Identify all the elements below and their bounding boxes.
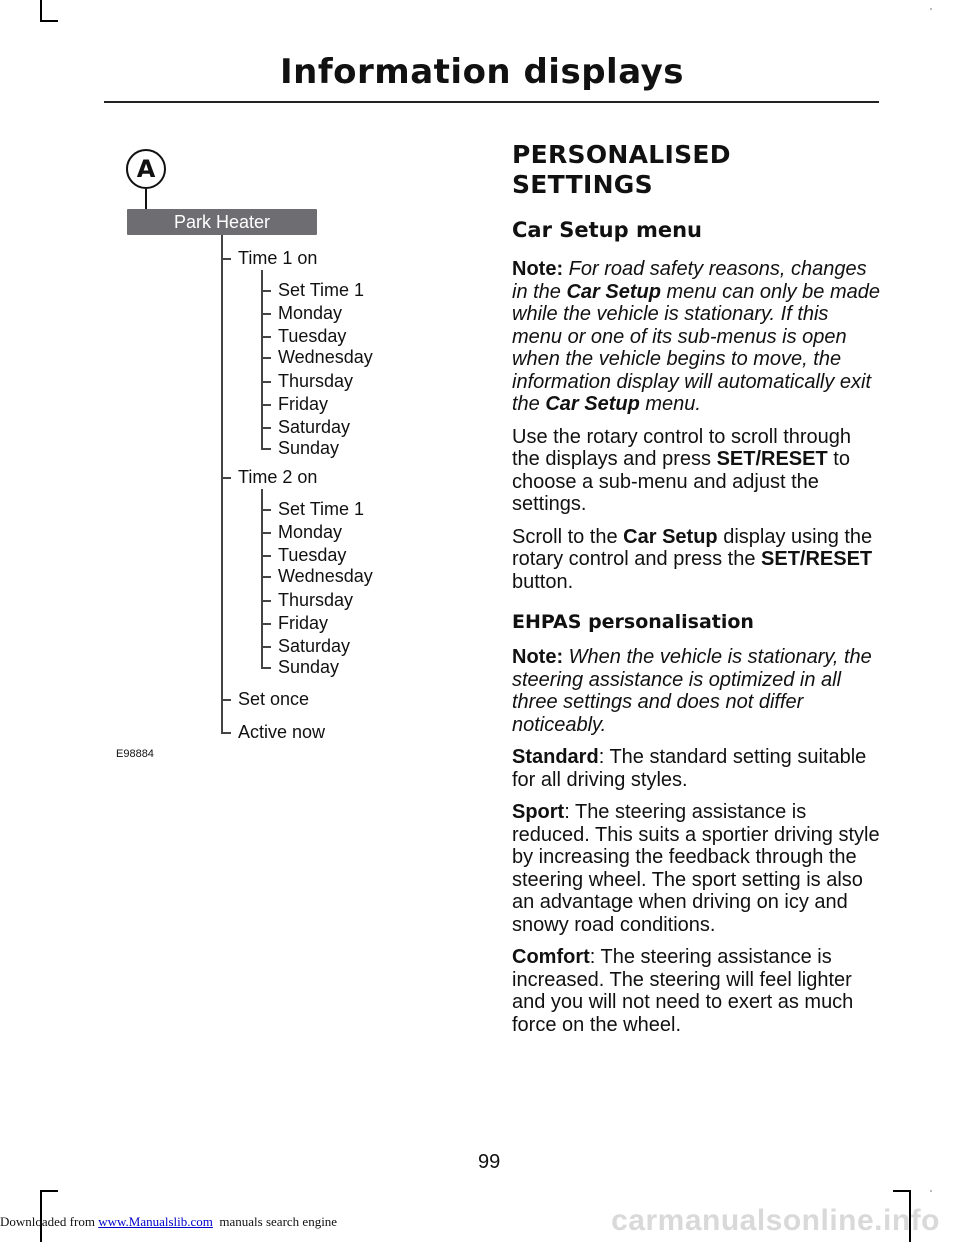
tree-branch: [261, 623, 271, 625]
tree-branch: [261, 336, 271, 338]
tree-branch: [261, 404, 271, 406]
subheading: Car Setup menu: [512, 218, 702, 242]
tree-branch: [221, 732, 231, 734]
ehpas-heading: EHPAS personalisation: [512, 611, 754, 633]
menu-item-active-now: Active now: [238, 722, 326, 742]
tree-branch: [221, 258, 231, 260]
page-title: Information displays: [280, 52, 684, 92]
tree-branch: [261, 532, 271, 534]
submenu-item: Sunday: [278, 657, 340, 677]
note-label: Note:: [512, 646, 564, 668]
tree-branch: [261, 427, 271, 429]
footer-download-note: Downloaded from www.Manualslib.com manuals search engine: [0, 1214, 338, 1229]
crop-mark: [40, 1190, 58, 1192]
setting-standard: Standard: The standard setting suitable for all driving styles.: [512, 746, 867, 791]
callout-line: [145, 189, 147, 209]
tree-branch: [261, 290, 271, 292]
watermark-site: carmanualsonline.info: [611, 1204, 940, 1237]
menu-item-set-once: Set once: [238, 689, 310, 709]
tree-branch: [261, 555, 271, 557]
tree-branch: [261, 646, 271, 648]
note-road-safety: Note: For road safety reasons, changes in the Car Setup menu can only be made while the vehicle is stationary. If this menu or one of its sub-menus is open when the vehicle begins to move, the information display will automatically exit the Car Setup menu.: [512, 258, 880, 415]
submenu-item: Sunday: [278, 438, 340, 458]
setting-comfort: Comfort: The steering assistance is increased. The steering will feel lighter and you will not need to exert as much force on the wheel.: [512, 946, 854, 1036]
tree-branch: [261, 576, 271, 578]
tree-branch: [261, 509, 271, 511]
submenu-item: Wednesday: [278, 347, 373, 367]
submenu-item: Monday: [278, 303, 343, 323]
note-stationary: Note: When the vehicle is stationary, the steering assistance is optimized in all three settings and does not differ noticeably.: [512, 646, 872, 736]
submenu-item: Saturday: [278, 417, 351, 437]
tree-branch: [221, 477, 231, 479]
manualslib-link[interactable]: www.Manualslib.com: [98, 1214, 213, 1229]
tree-branch: [261, 667, 271, 669]
submenu-item: Thursday: [278, 590, 354, 610]
figure-code: E98884: [116, 748, 154, 760]
subtree-trunk-time2: [261, 489, 263, 669]
tree-branch: [261, 448, 271, 450]
note-label: Note:: [512, 258, 564, 280]
submenu-item: Friday: [278, 394, 329, 414]
submenu-item: Tuesday: [278, 326, 347, 346]
tree-branch: [261, 600, 271, 602]
menu-title-park-heater: Park Heater: [127, 209, 317, 235]
tree-branch: [261, 313, 271, 315]
setting-sport: Sport: The steering assistance is reduced. This suits a sportier driving style by increasing the feedback through the steering wheel. The sport setting is also an advantage when driving on icy and snowy road conditions.: [512, 801, 880, 936]
tree-branch: [261, 381, 271, 383]
menu-item-time1: Time 1 on: [238, 248, 318, 268]
submenu-item: Tuesday: [278, 545, 347, 565]
submenu-item: Saturday: [278, 636, 351, 656]
registration-dot: [930, 8, 932, 10]
heading-line: SETTINGS: [512, 170, 653, 199]
submenu-item: Wednesday: [278, 566, 373, 586]
submenu-item: Monday: [278, 522, 343, 542]
registration-dot: [930, 1190, 932, 1192]
page-number: 99: [478, 1151, 501, 1173]
section-heading: [512, 140, 880, 200]
tree-trunk: [221, 235, 223, 734]
crop-mark: [40, 20, 58, 22]
crop-mark: [40, 0, 42, 22]
title-rule: [104, 101, 879, 103]
submenu-item: Set Time 1: [278, 280, 365, 300]
menu-item-time2: Time 2 on: [238, 467, 318, 487]
submenu-item: Friday: [278, 613, 329, 633]
paragraph-rotary: Use the rotary control to scroll through the displays and press SET/RESET to choose a sub-menu and adjust the settings.: [512, 425, 852, 515]
submenu-item: Set Time 1: [278, 499, 365, 519]
subtree-trunk-time1: [261, 270, 263, 450]
paragraph-scroll: Scroll to the Car Setup display using the rotary control and press the SET/RESET button.: [512, 525, 873, 593]
crop-mark: [893, 1190, 911, 1192]
tree-branch: [261, 357, 271, 359]
tree-branch: [221, 699, 231, 701]
heading-line: PERSONALISED: [512, 140, 731, 169]
callout-a: A: [126, 149, 166, 189]
text-column: [512, 140, 880, 1036]
submenu-item: Thursday: [278, 371, 354, 391]
